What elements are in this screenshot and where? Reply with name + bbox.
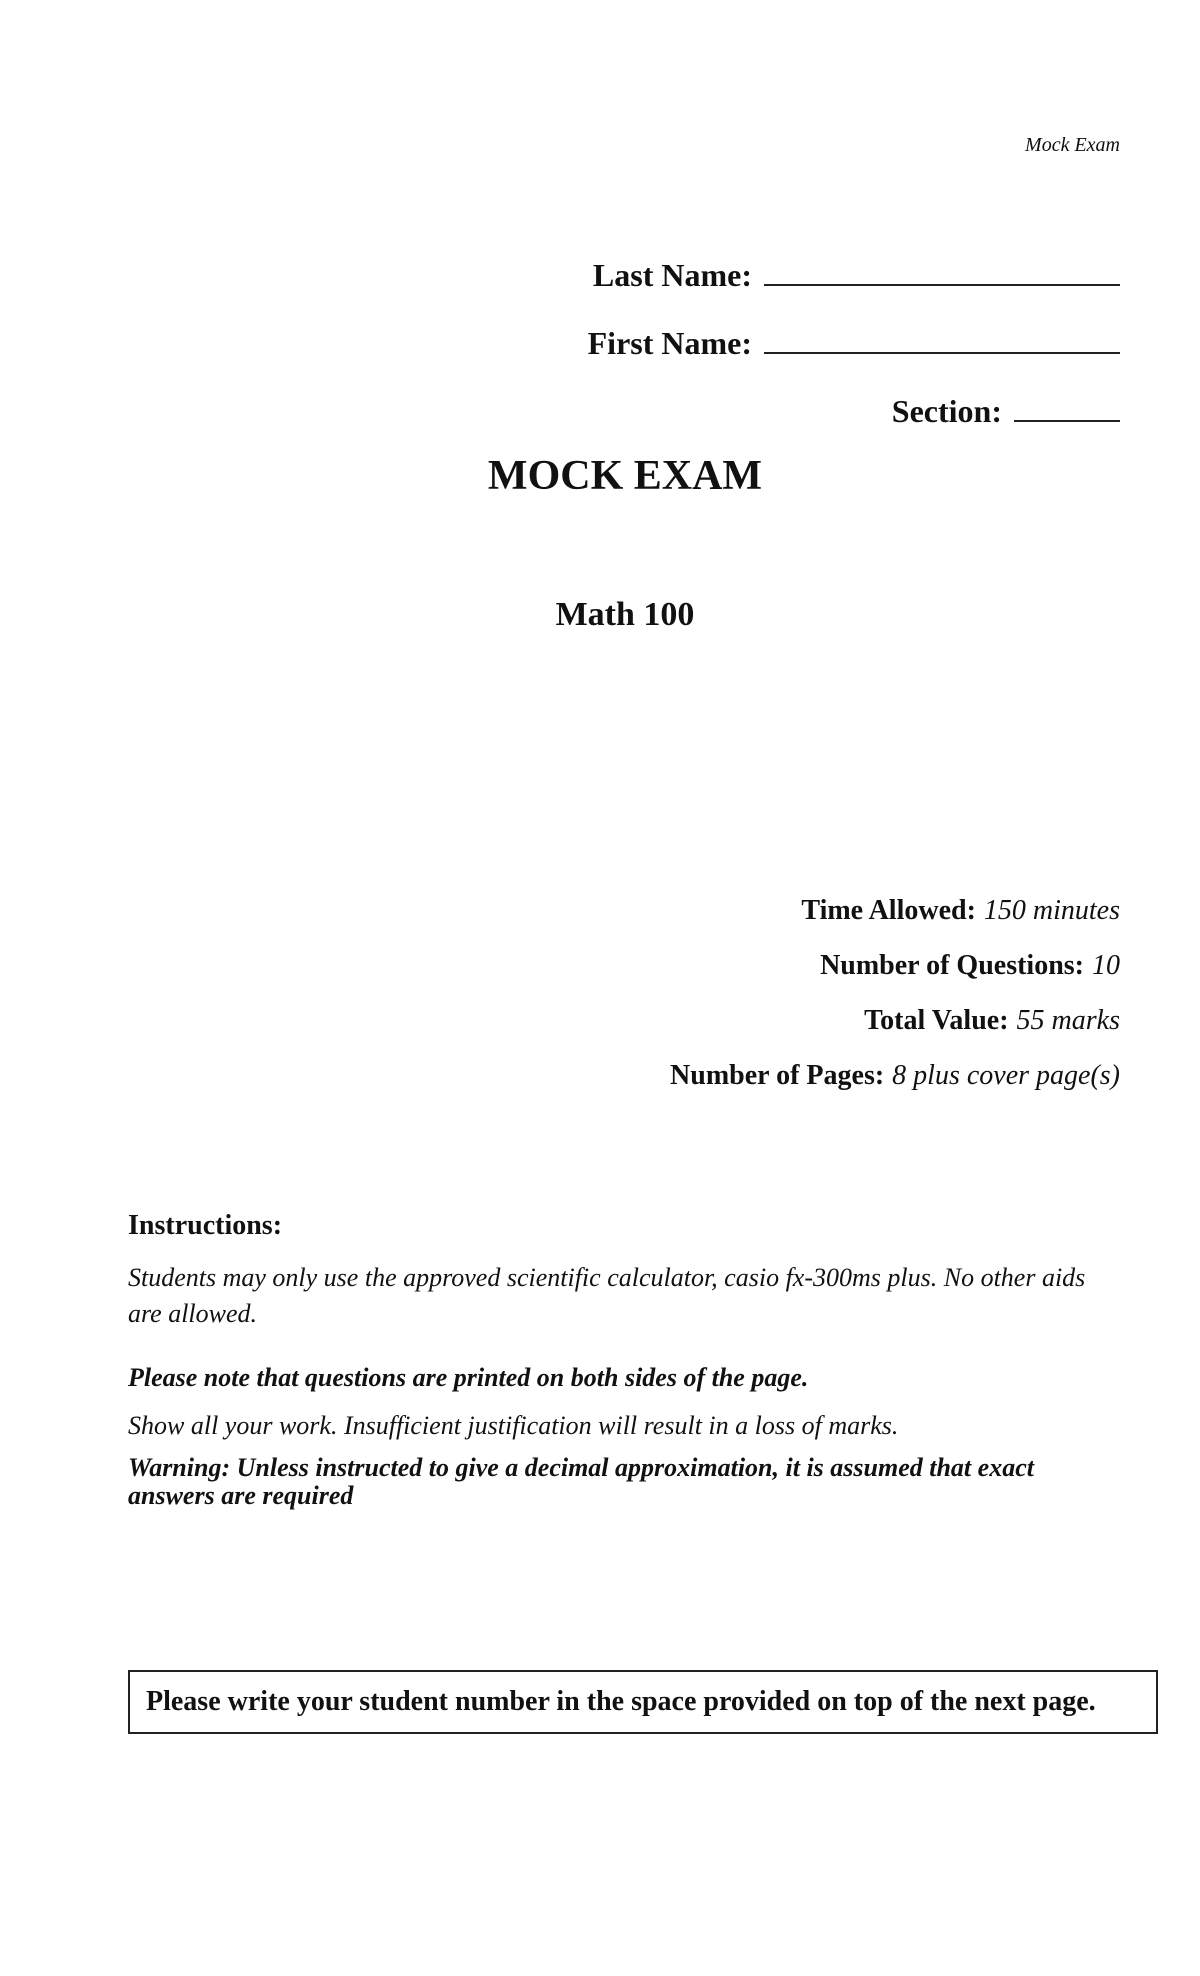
number-of-questions-value: 10 bbox=[1092, 950, 1120, 981]
number-of-pages-label: Number of Pages: bbox=[670, 1060, 885, 1091]
show-work-instruction: Show all your work. Insufficient justification will result in a loss of marks. bbox=[128, 1411, 899, 1440]
running-header: Mock Exam bbox=[1025, 134, 1120, 156]
calculator-instruction: Students may only use the approved scientific calculator, casio fx-300ms plus. No other aids are allowed. bbox=[128, 1263, 1086, 1328]
first-name-blank bbox=[764, 351, 1120, 354]
total-value-row bbox=[864, 1005, 1120, 1037]
section-label: Section: bbox=[891, 393, 1002, 429]
time-allowed-row bbox=[801, 895, 1120, 927]
last-name-blank bbox=[764, 283, 1120, 286]
total-value-label: Total Value: bbox=[864, 1005, 1009, 1036]
number-of-pages-row bbox=[670, 1060, 1120, 1092]
time-allowed-value: 150 minutes bbox=[983, 895, 1120, 926]
total-value-value: 55 marks bbox=[1016, 1005, 1120, 1036]
both-sides-note: Please note that questions are printed on both sides of the page. bbox=[128, 1363, 809, 1392]
number-of-questions-label: Number of Questions: bbox=[820, 950, 1084, 981]
instructions-section bbox=[128, 1210, 1118, 1510]
exact-answers-warning: Warning: Unless instructed to give a decimal approximation, it is assumed that exact answers are required bbox=[128, 1453, 1034, 1510]
last-name-field bbox=[593, 257, 1120, 294]
exam-title: MOCK EXAM bbox=[487, 453, 763, 499]
number-of-questions-row bbox=[820, 950, 1120, 982]
student-number-notice: Please write your student number in the space provided on top of the next page. bbox=[128, 1670, 1158, 1734]
first-name-label: First Name: bbox=[587, 325, 752, 361]
number-of-pages-value: 8 plus cover page(s) bbox=[892, 1060, 1120, 1091]
course-title: Math 100 bbox=[555, 596, 695, 633]
section-blank bbox=[1014, 419, 1120, 422]
instructions-heading: Instructions: bbox=[128, 1210, 283, 1241]
section-field bbox=[892, 393, 1120, 430]
first-name-field bbox=[588, 325, 1120, 362]
time-allowed-label: Time Allowed: bbox=[801, 895, 976, 926]
last-name-label: Last Name: bbox=[592, 257, 752, 293]
